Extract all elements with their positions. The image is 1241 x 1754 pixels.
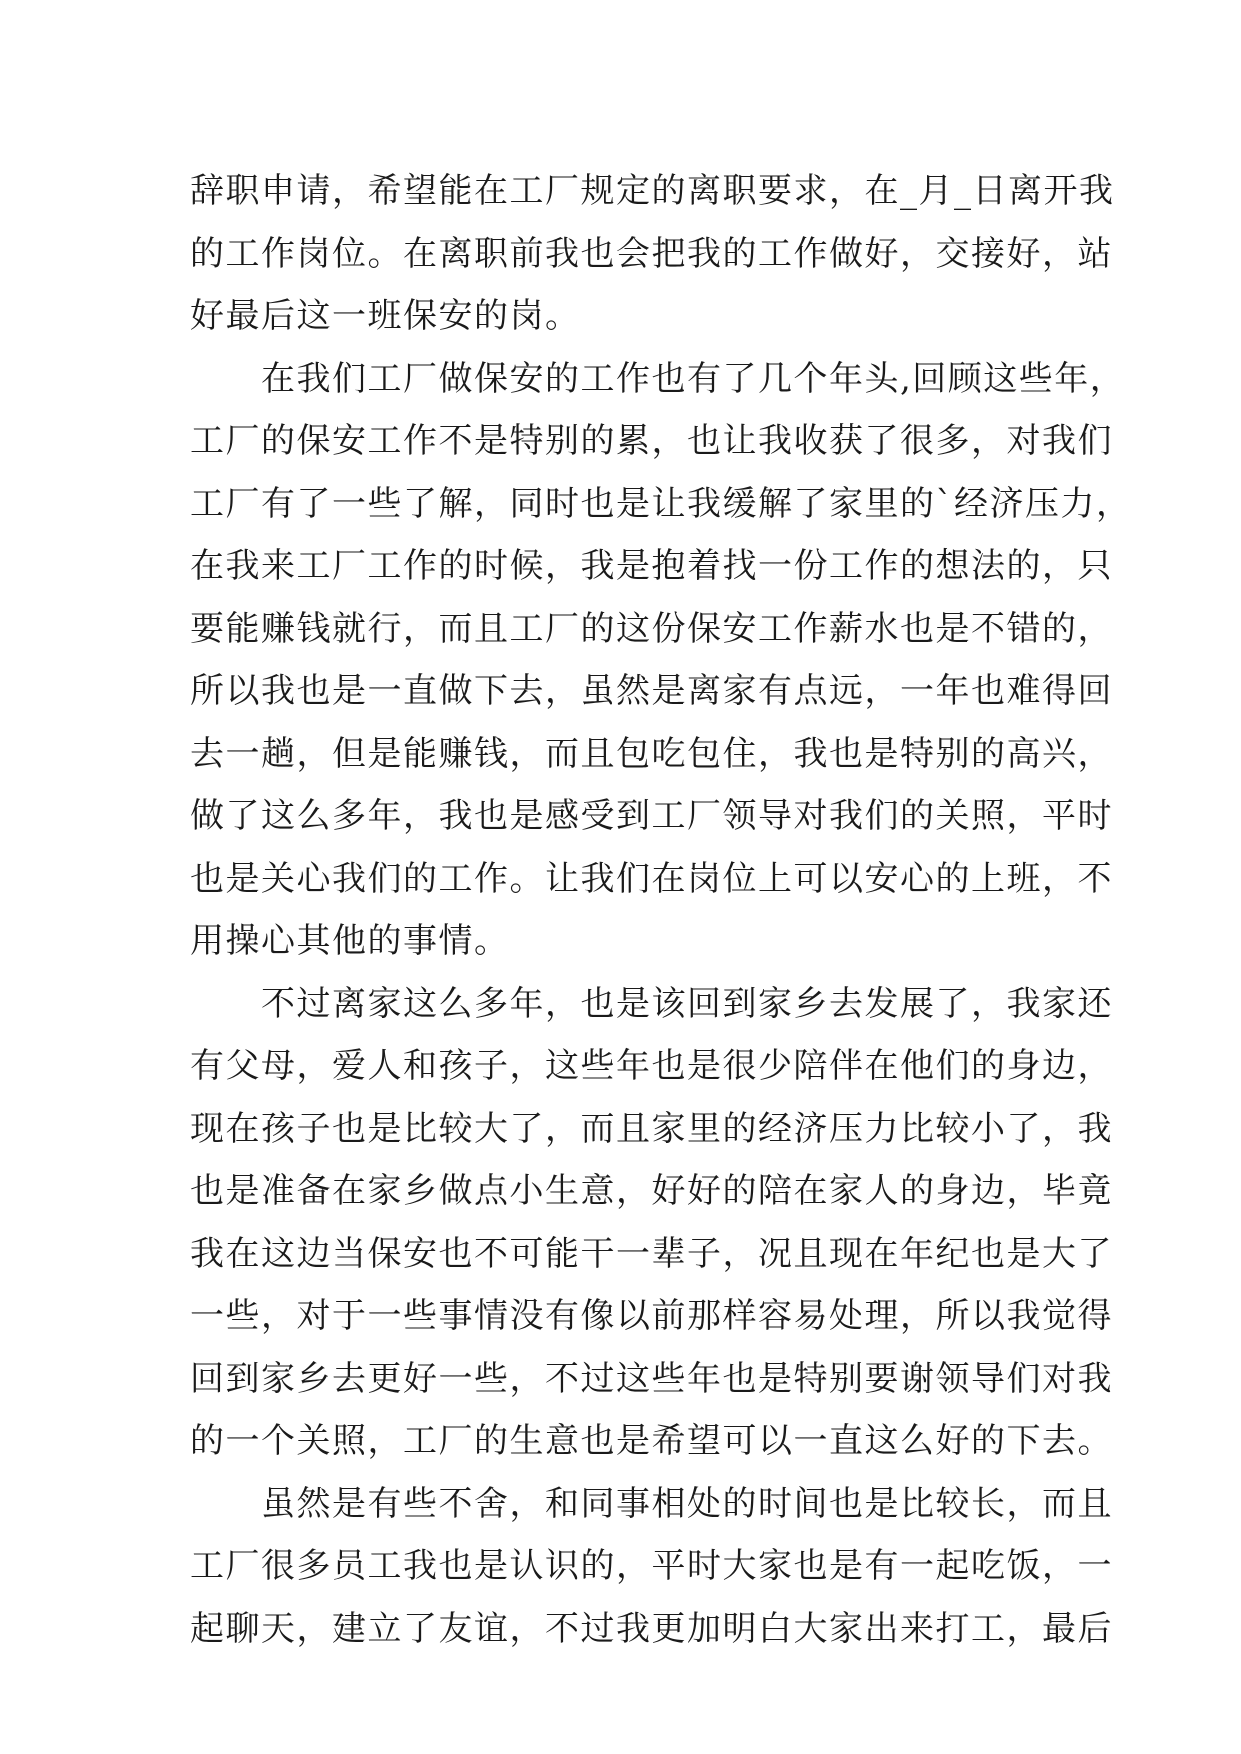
- text-line: 工厂有了一些了解，同时也是让我缓解了家里的`经济压力，: [190, 483, 1132, 524]
- text-line: 有父母，爱人和孩子，这些年也是很少陪伴在他们的身边，: [190, 1046, 1113, 1086]
- text-line: 回到家乡去更好一些，不过这些年也是特别要谢领导们对我: [190, 1358, 1113, 1399]
- text-line: 也是准备在家乡做点小生意，好好的陪在家人的身边，毕竟: [190, 1171, 1113, 1211]
- text-line: 虽然是有些不舍，和同事相处的时间也是比较长，而且: [190, 1483, 1113, 1524]
- text-line: 在我们工厂做保安的工作也有了几个年头,回顾这些年，: [190, 358, 1126, 399]
- text-line: 的工作岗位。在离职前我也会把我的工作做好，交接好，站: [190, 233, 1113, 274]
- text-line: 好最后这一班保安的岗。: [190, 296, 581, 336]
- text-line: 现在孩子也是比较大了，而且家里的经济压力比较小了，我: [190, 1108, 1113, 1149]
- text-line: 所以我也是一直做下去，虽然是离家有点远，一年也难得回: [190, 671, 1113, 711]
- text-line: 起聊天，建立了友谊，不过我更加明白大家出来打工，最后: [190, 1608, 1113, 1649]
- text-line: 去一趟，但是能赚钱，而且包吃包住，我也是特别的高兴，: [190, 733, 1113, 774]
- text-line: 用操心其他的事情。: [190, 921, 510, 961]
- text-line: 我在这边当保安也不可能干一辈子，况且现在年纪也是大了: [190, 1233, 1113, 1274]
- text-line: 辞职申请，希望能在工厂规定的离职要求，在_月_日离开我: [190, 171, 1115, 211]
- text-line: 在我来工厂工作的时候，我是抱着找一份工作的想法的，只: [190, 546, 1113, 586]
- text-line: 也是关心我们的工作。让我们在岗位上可以安心的上班，不: [190, 858, 1113, 899]
- text-line: 做了这么多年，我也是感受到工厂领导对我们的关照，平时: [190, 796, 1113, 836]
- body-text: [190, 160, 1132, 1660]
- text-line: 的一个关照，工厂的生意也是希望可以一直这么好的下去。: [190, 1421, 1113, 1461]
- text-line: 工厂很多员工我也是认识的，平时大家也是有一起吃饭，一: [190, 1546, 1113, 1586]
- text-line: 不过离家这么多年，也是该回到家乡去发展了，我家还: [190, 983, 1113, 1024]
- text-line: 要能赚钱就行，而且工厂的这份保安工作薪水也是不错的，: [190, 608, 1113, 649]
- text-line: 工厂的保安工作不是特别的累，也让我收获了很多，对我们: [190, 421, 1113, 461]
- text-line: 一些，对于一些事情没有像以前那样容易处理，所以我觉得: [190, 1296, 1113, 1336]
